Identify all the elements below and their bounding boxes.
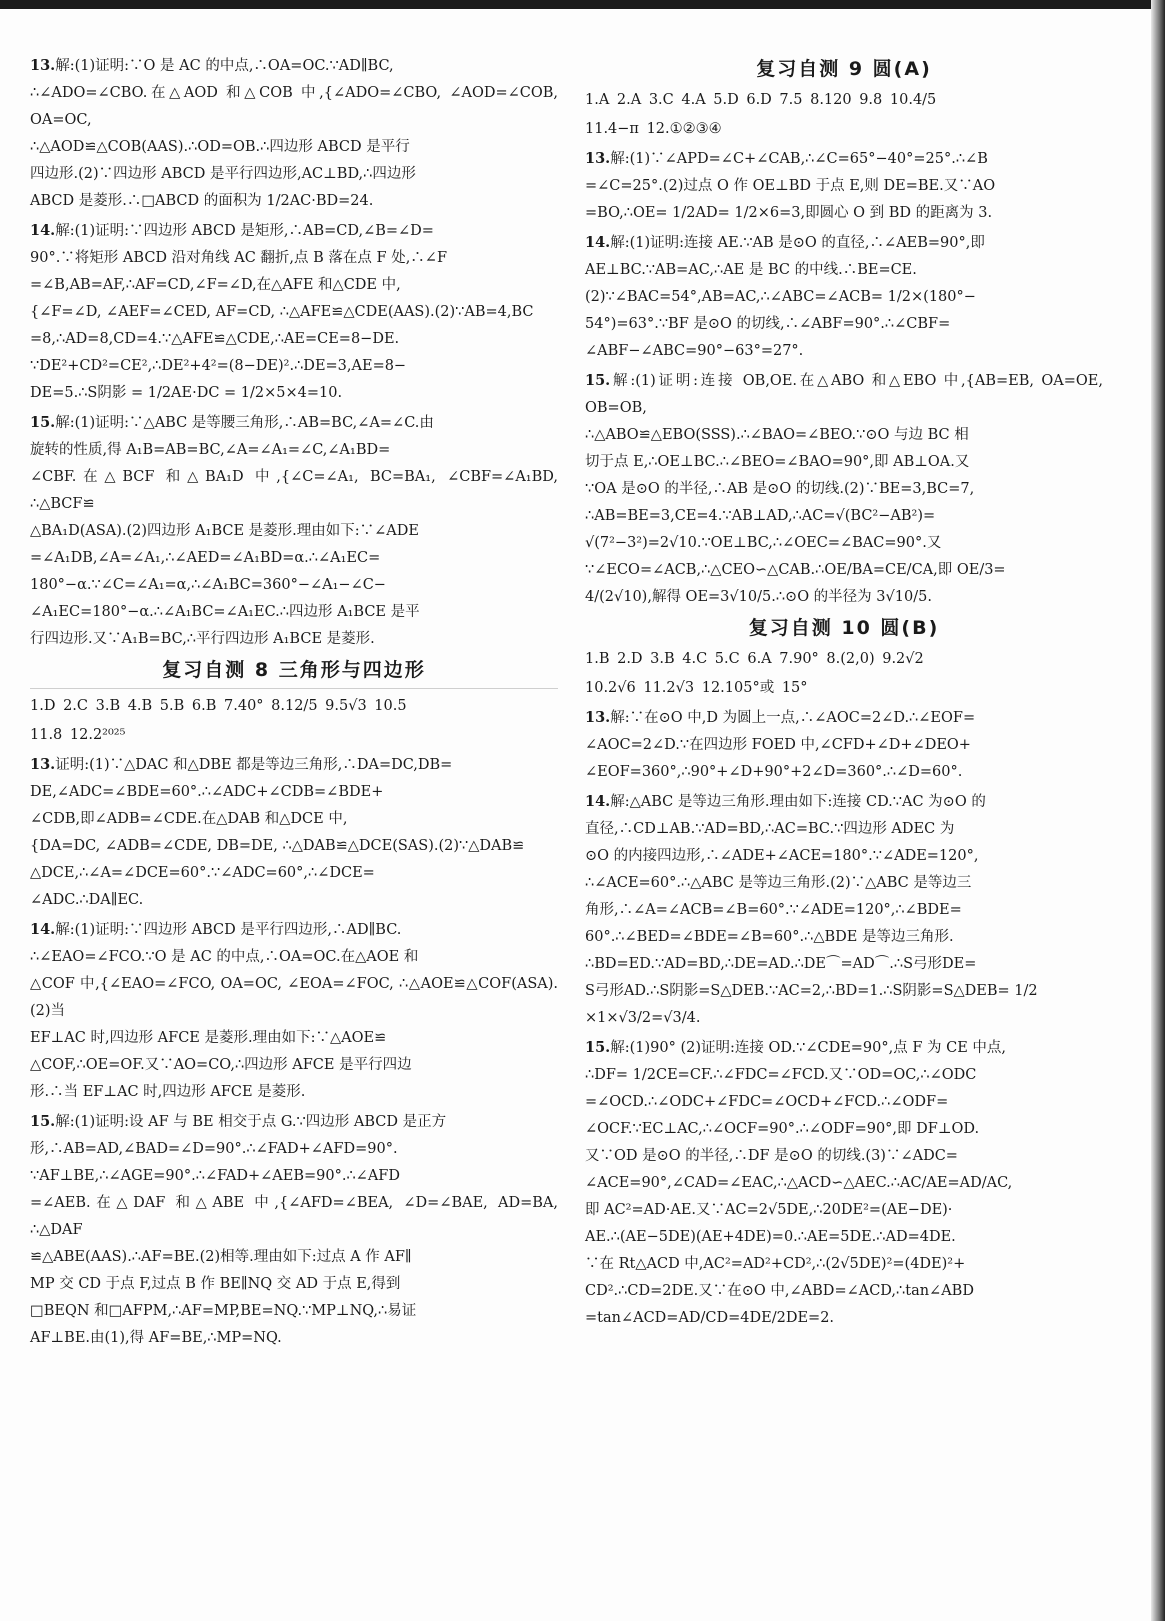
item-number: 13. (585, 150, 611, 167)
item-number: 15. (30, 1113, 56, 1130)
solution-line: √(7²−3²)=2√10.∵OE⊥BC,∴∠OEC=∠BAC=90°.又 (585, 535, 942, 551)
solution-line: =BO,∴OE= 1/2AD= 1/2×6=3,即圆心 O 到 BD 的距离为 3. (585, 205, 993, 221)
solution-line: 证明:(1)∵△DAC 和△DBE 都是等边三角形,∴DA=DC,DB= (55, 757, 453, 773)
right-column (585, 52, 1103, 1334)
solution-line: MP 交 CD 于点 F,过点 B 作 BE∥NQ 交 AD 于点 E,得到 (30, 1276, 401, 1292)
solution-line: =∠C=25°.(2)过点 O 作 OE⊥BD 于点 E,则 DE=BE.又∵AO (585, 178, 996, 194)
solution-line: △COF,∴OE=OF.又∵AO=CO,∴四边形 AFCE 是平行四边 (30, 1057, 412, 1073)
solution-line: ⊙O 的内接四边形,∴∠ADE+∠ACE=180°.∵∠ADE=120°, (585, 848, 979, 864)
solution-line: ∵OA 是⊙O 的半径,∴AB 是⊙O 的切线.(2)∵BE=3,BC=7, (585, 481, 975, 497)
solution-line: 54°)=63°.∵BF 是⊙O 的切线,∴∠ABF=90°.∴∠CBF= (585, 316, 951, 332)
solution-line: DE,∠ADC=∠BDE=60°.∴∠ADC+∠CDB=∠BDE+ (30, 784, 384, 800)
solution-line: ∴∠ACE=60°.∴△ABC 是等边三角形.(2)∵△ABC 是等边三 (585, 875, 972, 891)
solution-item (585, 145, 1103, 227)
solution-line: 解:(1)90° (2)证明:连接 OD.∵∠CDE=90°,点 F 为 CE 中点, (610, 1040, 1007, 1056)
solution-line: ∠ABF−∠ABC=90°−63°=27°. (585, 343, 804, 359)
solution-line: 解:∵在⊙O 中,D 为圆上一点,∴∠AOC=2∠D.∴∠EOF= (610, 710, 976, 726)
solution-line: ∵AF⊥BE,∴∠AGE=90°.∴∠FAD+∠AEB=90°.∴∠AFD (30, 1168, 400, 1184)
solution-line: 角形,∴∠A=∠ACB=∠B=60°.∵∠ADE=120°,∴∠BDE= (585, 902, 962, 918)
solution-line: 180°−α.∵∠C=∠A₁=α,∴∠A₁BC=360°−∠A₁−∠C− (30, 577, 386, 593)
solution-line: ∠AOC=2∠D.∵在四边形 FOED 中,∠CFD+∠D+∠DEO+ (585, 737, 971, 753)
item-number: 14. (585, 793, 611, 810)
solution-line: 旋转的性质,得 A₁B=AB=BC,∠A=∠A₁=∠C,∠A₁BD= (30, 442, 391, 458)
item-number: 14. (30, 921, 56, 938)
solution-line: ∠ACE=90°,∠CAD=∠EAC,∴△ACD∽△AEC.∴AC/AE=AD/AC, (585, 1175, 1013, 1191)
solution-line: △DCE,∴∠A=∠DCE=60°.∵∠ADC=60°,∴∠DCE= (30, 865, 375, 881)
solution-item (30, 52, 558, 215)
solution-line: 解:(1)证明:∵△ABC 是等腰三角形,∴AB=BC,∠A=∠C.由 (55, 415, 434, 431)
solution-line: {DA=DC, ∠ADB=∠CDE, DB=DE, ∴△DAB≌△DCE(SAS).(2)∵△DAB≌ (30, 838, 525, 854)
solution-line: □BEQN 和□AFPM,∴AF=MP,BE=NQ.∵MP⊥NQ,∴易证 (30, 1303, 417, 1319)
solution-line: 解:(1)证明:∵O 是 AC 的中点,∴OA=OC.∵AD∥BC, (55, 58, 394, 74)
choice-answers-10a: 1.B 2.D 3.B 4.C 5.C 6.A 7.90° 8.(2,0) 9.2√2 (585, 651, 924, 667)
choice-answers-8b: 11.8 12.2²⁰²⁵ (30, 727, 126, 743)
divider (30, 688, 558, 689)
solution-line: =8,∴AD=8,CD=4.∵△AFE≌△CDE,∴AE=CE=8−DE. (30, 331, 400, 347)
left-column (30, 52, 558, 1354)
solution-line: 90°.∵将矩形 ABCD 沿对角线 AC 翻折,点 B 落在点 F 处,∴∠F (30, 250, 448, 266)
solution-line: 即 AC²=AD·AE.又∵AC=2√5DE,∴20DE²=(AE−DE)· (585, 1202, 953, 1218)
solution-line: {∠F=∠D, ∠AEF=∠CED, AF=CD, ∴△AFE≌△CDE(AAS).(2)∵AB=4,BC (30, 304, 534, 320)
choice-answers-9b: 11.4−π 12.①②③④ (585, 121, 722, 137)
choice-answers-9a: 1.A 2.A 3.C 4.A 5.D 6.D 7.5 8.120 9.8 10.4/5 (585, 92, 937, 108)
solution-line: ∠ADC.∴DA∥EC. (30, 892, 144, 908)
solution-item (30, 751, 558, 914)
solution-line: ABCD 是菱形.∴□ABCD 的面积为 1/2AC·BD=24. (30, 193, 374, 209)
solution-line: 解:(1)证明:∵四边形 ABCD 是平行四边形,∴AD∥BC. (55, 922, 402, 938)
item-number: 15. (30, 414, 56, 431)
solution-line: S弓形AD.∴S阴影=S△DEB.∵AC=2,∴BD=1.∴S阴影=S△DEB= 1/2 (585, 983, 1038, 999)
solution-line: 解:(1)证明:连接 AE.∵AB 是⊙O 的直径,∴∠AEB=90°,即 (610, 235, 985, 251)
solution-item (585, 229, 1103, 365)
item-number: 14. (585, 234, 611, 251)
solution-line: 60°.∴∠BED=∠BDE=∠B=60°.∴△BDE 是等边三角形. (585, 929, 954, 945)
solution-line: ∴∠EAO=∠FCO.∵O 是 AC 的中点,∴OA=OC.在△AOE 和 (30, 949, 419, 965)
solution-line: 4/(2√10),解得 OE=3√10/5.∴⊙O 的半径为 3√10/5. (585, 589, 932, 605)
item-number: 15. (585, 372, 611, 389)
solution-line: ∵DE²+CD²=CE²,∴DE²+4²=(8−DE)².∴DE=3,AE=8− (30, 358, 407, 374)
solution-line: ∠EOF=360°,∴90°+∠D+90°+2∠D=360°.∴∠D=60°. (585, 764, 963, 780)
solution-line: 又∵OD 是⊙O 的半径,∴DF 是⊙O 的切线.(3)∵∠ADC= (585, 1148, 958, 1164)
answer-blocks-section9 (585, 145, 1103, 611)
solution-line: 切于点 E,∴OE⊥BC.∴∠BEO=∠BAO=90°,即 AB⊥OA.又 (585, 454, 970, 470)
top-border (0, 0, 1165, 9)
solution-line: ∵∠ECO=∠ACB,∴△CEO∽△CAB.∴OE/BA=CE/CA,即 OE/3= (585, 562, 1006, 578)
item-number: 14. (30, 222, 56, 239)
solution-item (30, 1108, 558, 1352)
item-number: 15. (585, 1039, 611, 1056)
solution-item (30, 217, 558, 407)
solution-line: 解:(1)证明:设 AF 与 BE 相交于点 G.∵四边形 ABCD 是正方 (55, 1114, 447, 1130)
solution-line: ∴BD=ED.∵AD=BD,∴DE=AD.∴DE⌒=AD⌒.∴S弓形DE= (585, 956, 977, 972)
solution-line: 解:(1)证明:连接 OB,OE.在△ABO 和△EBO 中,{AB=EB, OA=OE, OB=OB, (585, 373, 1103, 416)
solution-line: =∠AEB.在△DAF 和△ABE 中,{∠AFD=∠BEA, ∠D=∠BAE, AD=BA, ∴△DAF (30, 1195, 558, 1238)
section-title-8: 复习自测 8 三角形与四边形 (162, 659, 426, 681)
solution-line: ∠CDB,即∠ADB=∠CDE.在△DAB 和△DCE 中, (30, 811, 348, 827)
solution-line: AE⊥BC.∵AB=AC,∴AE 是 BC 的中线.∴BE=CE. (585, 262, 917, 278)
answer-blocks-part7 (30, 52, 558, 653)
solution-line: 形.∴当 EF⊥AC 时,四边形 AFCE 是菱形. (30, 1084, 306, 1100)
solution-item (585, 788, 1103, 1032)
solution-line: ∵在 Rt△ACD 中,AC²=AD²+CD²,∴(2√5DE)²=(4DE)²+ (585, 1256, 966, 1272)
item-number: 13. (585, 709, 611, 726)
solution-line: (2)∵∠BAC=54°,AB=AC,∴∠ABC=∠ACB= 1/2×(180°− (585, 289, 976, 305)
solution-item (30, 409, 558, 653)
solution-line: CD².∴CD=2DE.又∵在⊙O 中,∠ABD=∠ACD,∴tan∠ABD (585, 1283, 974, 1299)
section-title-9: 复习自测 9 圆(A) (756, 58, 932, 80)
answer-blocks-section10 (585, 704, 1103, 1332)
solution-line: △COF 中,{∠EAO=∠FCO, OA=OC, ∠EOA=∠FOC, ∴△AOE≌△COF(ASA).(2)当 (30, 976, 558, 1019)
solution-line: ∠OCF.∵EC⊥AC,∴∠OCF=90°.∴∠ODF=90°,即 DF⊥OD. (585, 1121, 980, 1137)
solution-line: AE.∴(AE−5DE)(AE+4DE)=0.∴AE=5DE.∴AD=4DE. (585, 1229, 956, 1245)
answer-blocks-section8 (30, 751, 558, 1352)
solution-item (585, 367, 1103, 611)
solution-line: ∴AB=BE=3,CE=4.∵AB⊥AD,∴AC=√(BC²−AB²)= (585, 508, 936, 524)
solution-line: 解:(1)∵∠APD=∠C+∠CAB,∴∠C=65°−40°=25°.∴∠B (610, 151, 988, 167)
section-title-10: 复习自测 10 圆(B) (748, 617, 940, 639)
solution-line: ∴△ABO≌△EBO(SSS).∴∠BAO=∠BEO.∵⊙O 与边 BC 相 (585, 427, 969, 443)
item-number: 13. (30, 756, 56, 773)
choice-answers-10b: 10.2√6 11.2√3 12.105°或 15° (585, 680, 808, 696)
solution-line: AF⊥BE.由(1),得 AF=BE,∴MP=NQ. (30, 1330, 282, 1346)
solution-line: =∠A₁DB,∠A=∠A₁,∴∠AED=∠A₁BD=α.∴∠A₁EC= (30, 550, 381, 566)
page-edge-shadow (1151, 0, 1165, 1621)
solution-item (585, 704, 1103, 786)
solution-line: ∴△AOD≌△COB(AAS).∴OD=OB.∴四边形 ABCD 是平行 (30, 139, 410, 155)
choice-answers-8a: 1.D 2.C 3.B 4.B 5.B 6.B 7.40° 8.12/5 9.5√3 10.5 (30, 698, 407, 714)
solution-item (30, 916, 558, 1106)
solution-line: ∴∠ADO=∠CBO.在△AOD 和△COB 中,{∠ADO=∠CBO, ∠AOD=∠COB, OA=OC, (30, 85, 558, 128)
solution-line: ×1×√3/2=√3/4. (585, 1010, 701, 1026)
solution-line: ∴DF= 1/2CE=CF.∴∠FDC=∠FCD.又∵OD=OC,∴∠ODC (585, 1067, 977, 1083)
solution-line: 四边形.(2)∵四边形 ABCD 是平行四边形,AC⊥BD,∴四边形 (30, 166, 416, 182)
solution-line: ∠CBF.在△BCF 和△BA₁D 中,{∠C=∠A₁, BC=BA₁, ∠CBF=∠A₁BD, ∴△BCF≌ (30, 469, 558, 512)
solution-line: ∠A₁EC=180°−α.∴∠A₁BC=∠A₁EC.∴四边形 A₁BCE 是平 (30, 604, 420, 620)
solution-line: 行四边形.又∵A₁B=BC,∴平行四边形 A₁BCE 是菱形. (30, 631, 375, 647)
solution-line: DE=5.∴S阴影 = 1/2AE·DC = 1/2×5×4=10. (30, 385, 343, 401)
item-number: 13. (30, 57, 56, 74)
solution-line: EF⊥AC 时,四边形 AFCE 是菱形.理由如下:∵△AOE≌ (30, 1030, 387, 1046)
solution-line: 直径,∴CD⊥AB.∵AD=BD,∴AC=BC.∵四边形 ADEC 为 (585, 821, 955, 837)
solution-line: =tan∠ACD=AD/CD=4DE/2DE=2. (585, 1310, 835, 1326)
solution-line: △BA₁D(ASA).(2)四边形 A₁BCE 是菱形.理由如下:∵∠ADE (30, 523, 419, 539)
solution-line: 形,∴AB=AD,∠BAD=∠D=90°.∴∠FAD+∠AFD=90°. (30, 1141, 398, 1157)
solution-line: =∠B,AB=AF,∴AF=CD,∠F=∠D,在△AFE 和△CDE 中, (30, 277, 401, 293)
solution-line: 解:△ABC 是等边三角形.理由如下:连接 CD.∵AC 为⊙O 的 (610, 794, 986, 810)
solution-line: 解:(1)证明:∵四边形 ABCD 是矩形,∴AB=CD,∠B=∠D= (55, 223, 434, 239)
solution-line: ≌△ABE(AAS).∴AF=BE.(2)相等.理由如下:过点 A 作 AF∥ (30, 1249, 412, 1265)
solution-item (585, 1034, 1103, 1332)
solution-line: =∠OCD.∴∠ODC+∠FDC=∠OCD+∠FCD.∴∠ODF= (585, 1094, 949, 1110)
